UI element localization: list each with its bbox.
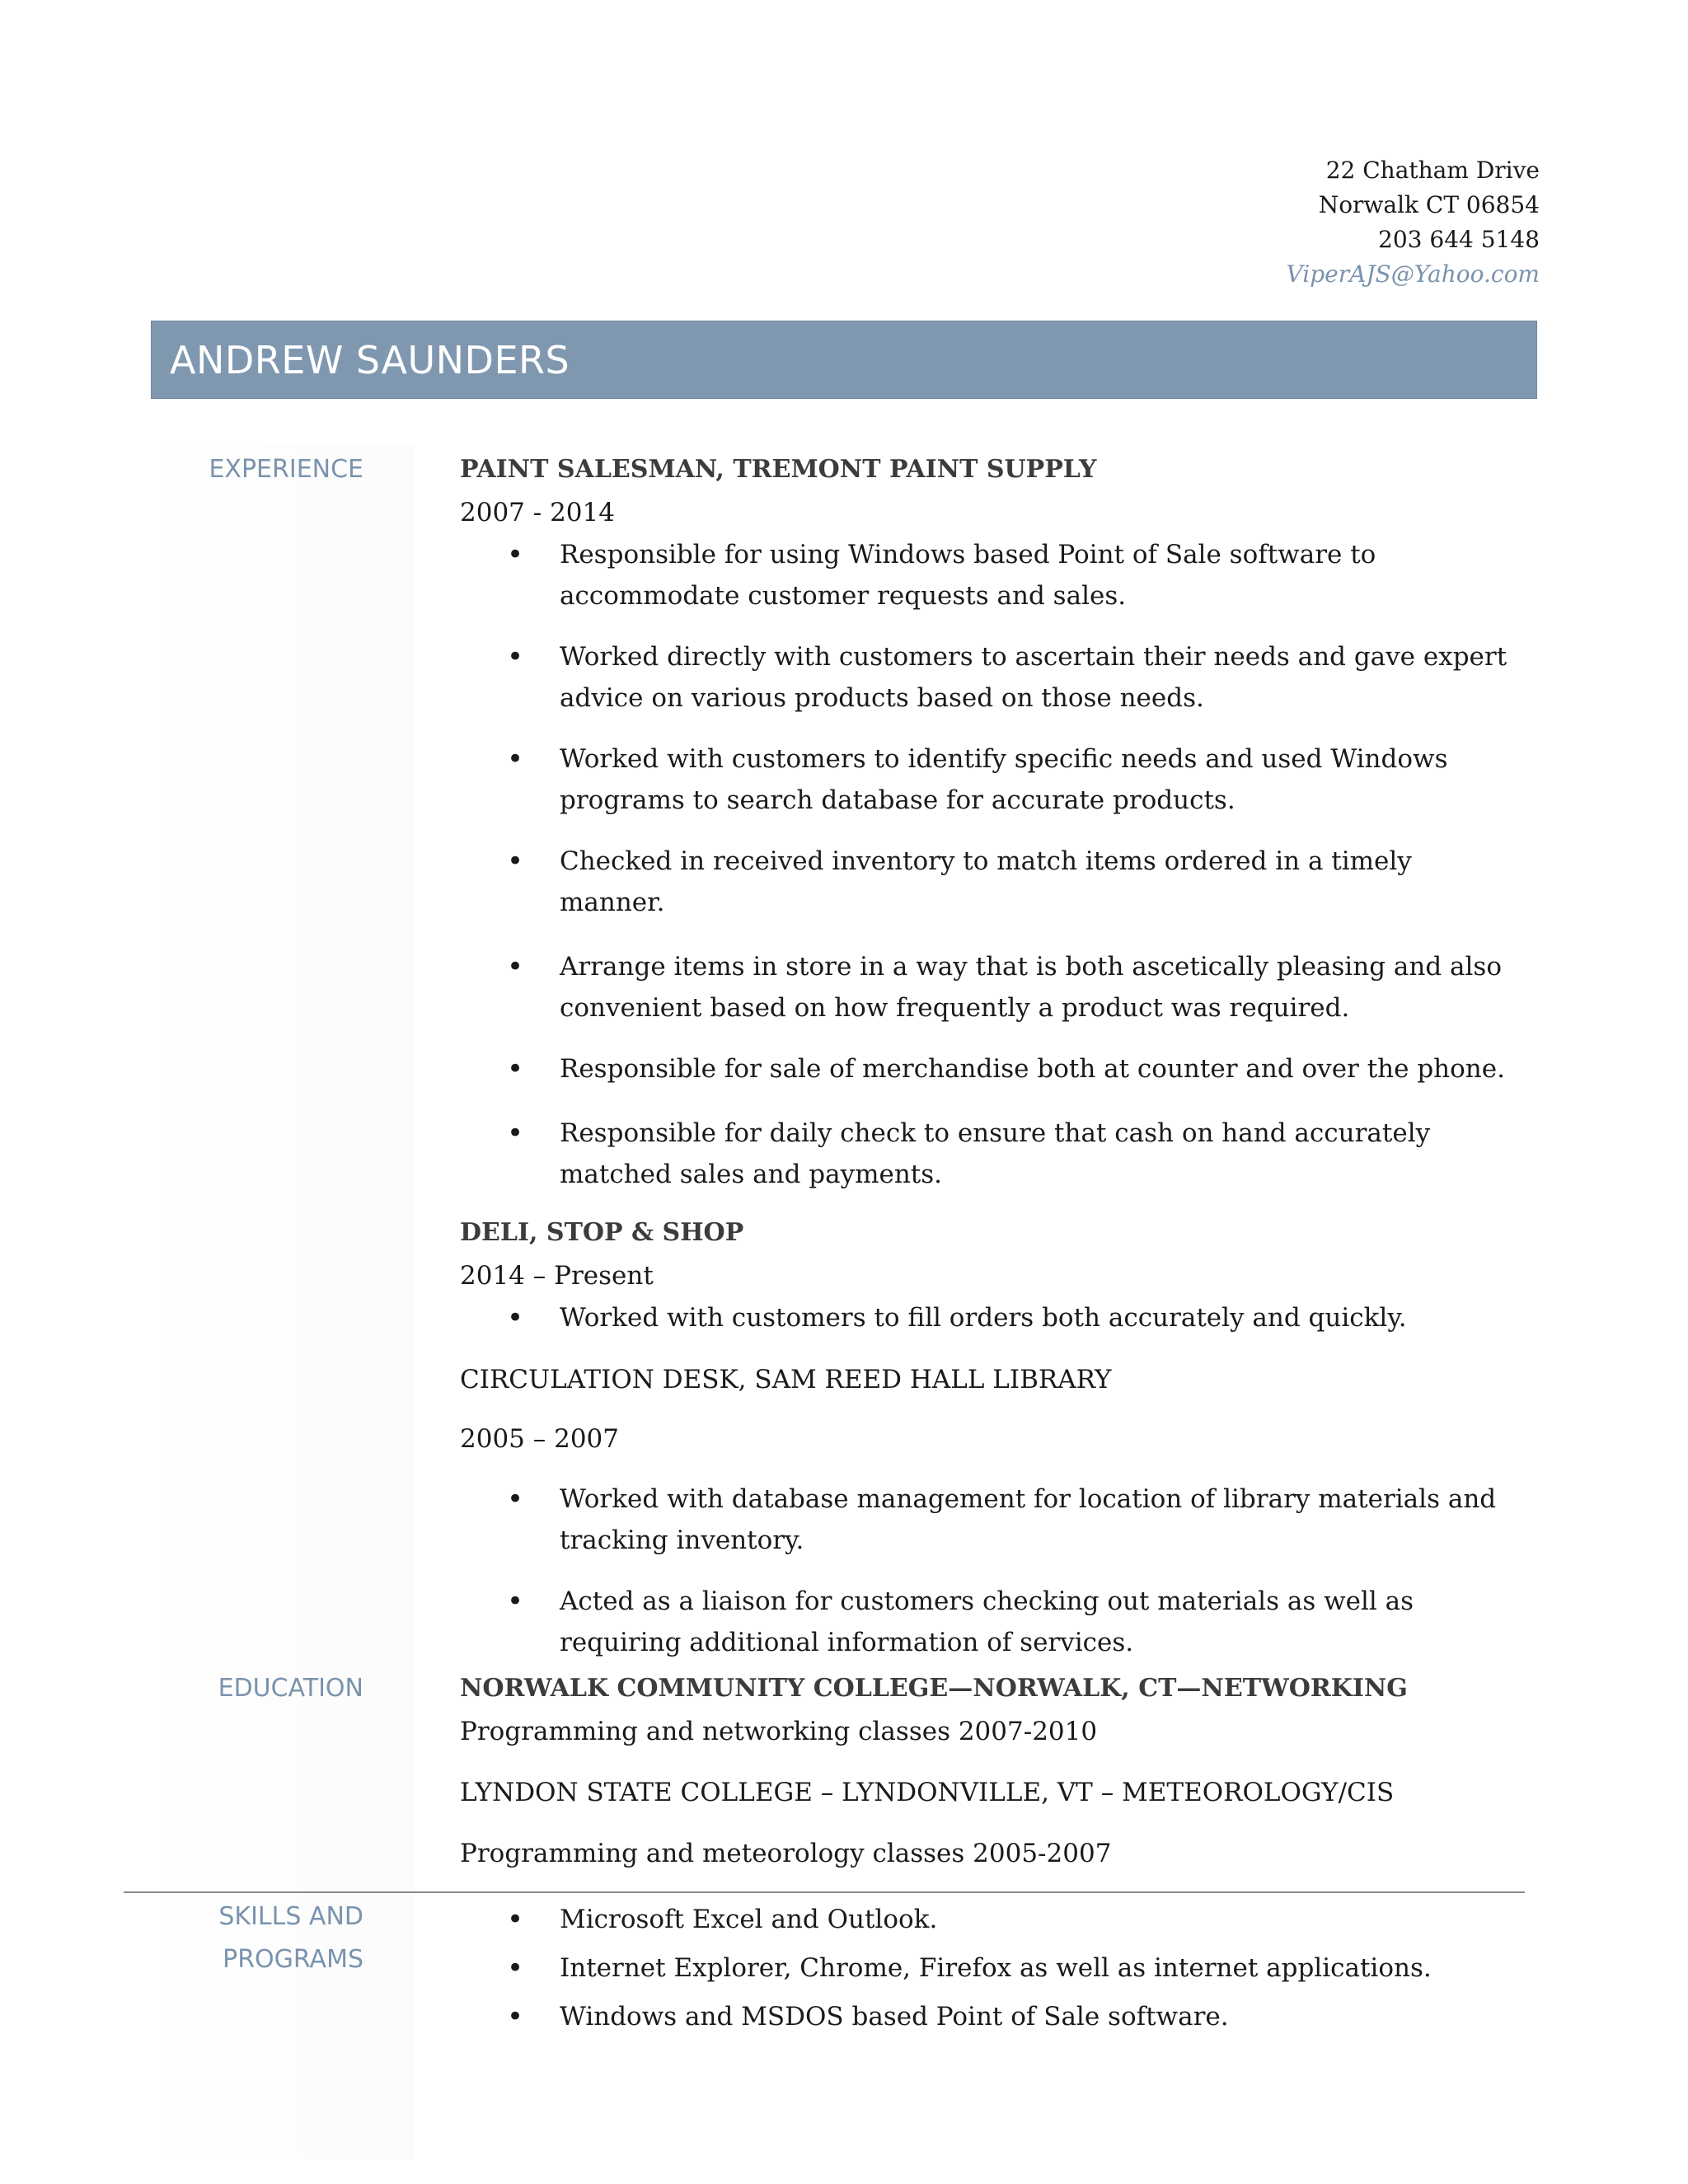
job-bullet-list	[460, 1297, 1515, 1338]
list-item: • Windows and MSDOS based Point of Sale software.	[460, 1993, 1515, 2041]
name-banner	[151, 321, 1537, 399]
list-item: • Microsoft Excel and Outlook.	[460, 1896, 1515, 1944]
school-detail: Programming and networking classes 2007-2010	[460, 1717, 1098, 1746]
job-bullet-list	[460, 534, 1515, 1195]
section-divider	[124, 1891, 1525, 1893]
job-title: DELI, STOP & SHOP	[460, 1218, 744, 1247]
job-title: CIRCULATION DESK, SAM REED HALL LIBRARY	[460, 1365, 1112, 1394]
list-item: • Arrange items in store in a way that is both ascetically pleasing and also convenient based on how frequently a product was required.	[460, 946, 1515, 1029]
skills-label-line: SKILLS AND	[218, 1902, 363, 1931]
job-dates: 2007 - 2014	[460, 498, 615, 527]
experience-section	[460, 448, 1515, 1663]
list-item: • Internet Explorer, Chrome, Firefox as well as internet applications.	[460, 1944, 1515, 1993]
job-dates: 2005 – 2007	[460, 1424, 619, 1454]
contact-city: Norwalk CT 06854	[1318, 191, 1540, 218]
list-item: • Responsible for using Windows based Point of Sale software to accommodate customer requests and sales.	[460, 534, 1515, 616]
skills-section-label	[218, 1896, 363, 1981]
list-item: • Worked with database management for location of library materials and tracking inventory.	[460, 1479, 1515, 1561]
school-title: LYNDON STATE COLLEGE – LYNDONVILLE, VT – METEOROLOGY/CIS	[460, 1778, 1395, 1807]
contact-street: 22 Chatham Drive	[1325, 157, 1540, 184]
contact-block	[1287, 153, 1540, 292]
list-item: • Worked directly with customers to ascertain their needs and gave expert advice on various products based on those needs.	[460, 636, 1515, 719]
contact-phone: 203 644 5148	[1378, 226, 1540, 253]
skills-section	[460, 1896, 1515, 2041]
list-item: • Worked with customers to fill orders both accurately and quickly.	[460, 1297, 1515, 1338]
education-section	[460, 1667, 1515, 1875]
job-title: PAINT SALESMAN, TREMONT PAINT SUPPLY	[460, 455, 1097, 484]
skills-label-line: PROGRAMS	[223, 1945, 363, 1974]
job-dates: 2014 – Present	[460, 1261, 654, 1291]
job-bullet-list	[460, 1479, 1515, 1663]
list-item: • Worked with customers to identify specific needs and used Windows programs to search database for accurate products.	[460, 738, 1515, 821]
skills-list	[460, 1896, 1515, 2041]
education-section-label: EDUCATION	[218, 1674, 363, 1703]
list-item: • Responsible for daily check to ensure that cash on hand accurately matched sales and payments.	[460, 1113, 1515, 1195]
list-item: • Responsible for sale of merchandise both at counter and over the phone.	[460, 1048, 1515, 1090]
school-title: NORWALK COMMUNITY COLLEGE—NORWALK, CT—NETWORKING	[460, 1674, 1408, 1703]
list-item: • Acted as a liaison for customers checking out materials as well as requiring additional information of services.	[460, 1581, 1515, 1663]
contact-email-link[interactable]: ViperAJS@Yahoo.com	[1286, 260, 1540, 288]
applicant-name: ANDREW SAUNDERS	[170, 338, 570, 382]
experience-section-label: EXPERIENCE	[209, 455, 363, 484]
list-item: • Checked in received inventory to match items ordered in a timely manner.	[460, 841, 1515, 923]
school-detail: Programming and meteorology classes 2005-2007	[460, 1839, 1112, 1868]
